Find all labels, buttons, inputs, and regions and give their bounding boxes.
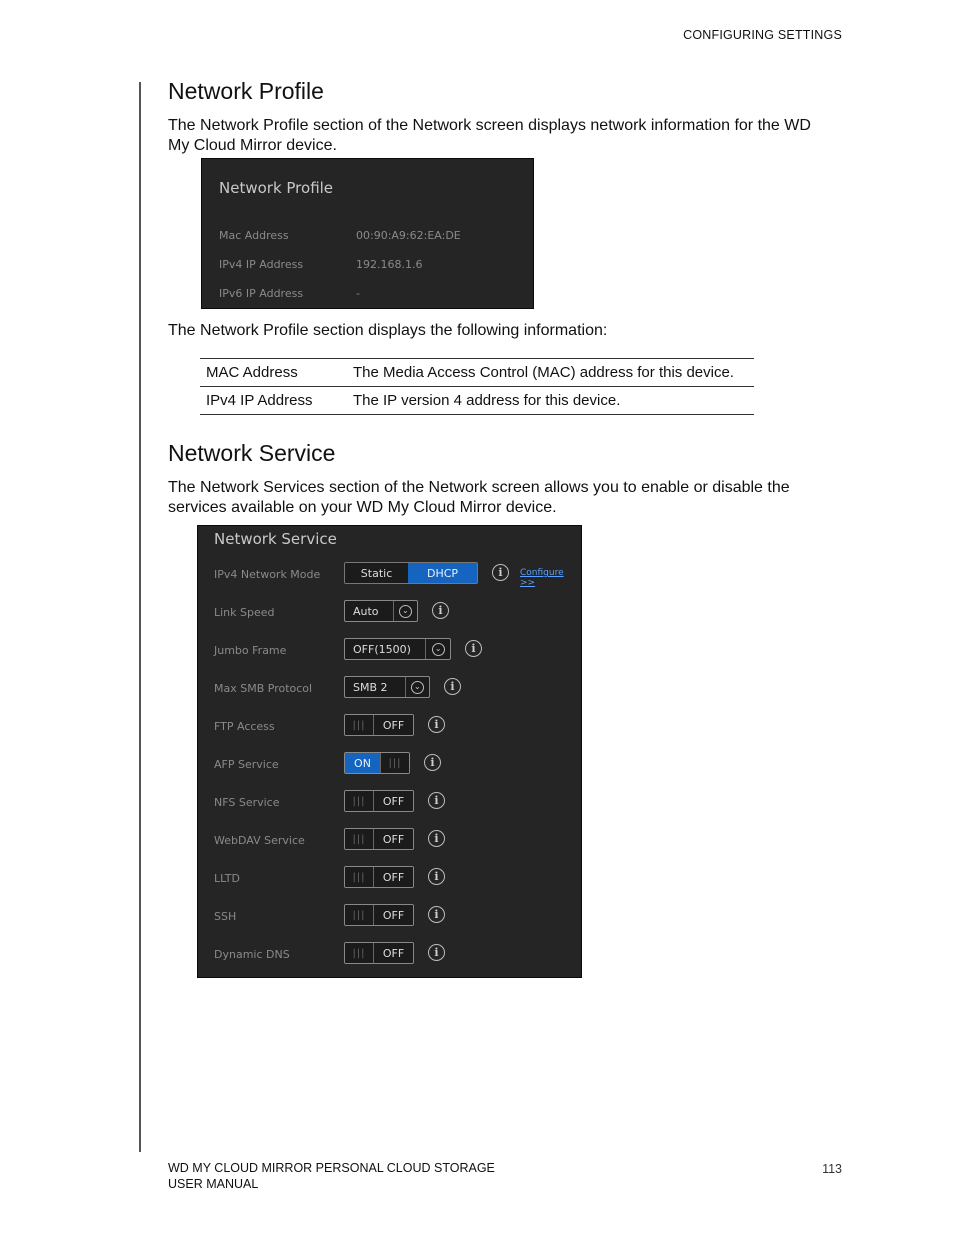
static-option[interactable]: Static [345, 563, 408, 583]
jumbo-frame-dropdown[interactable] [344, 638, 451, 660]
max-smb-dropdown[interactable] [344, 676, 430, 698]
info-icon[interactable]: i [465, 640, 482, 657]
jumbo-frame-row [198, 638, 581, 662]
toggle-state: OFF [373, 905, 413, 925]
ssh-label: SSH [214, 910, 237, 923]
dynamic-dns-row [198, 942, 581, 966]
toggle-grip-icon: ||| [381, 753, 409, 773]
info-icon[interactable]: i [432, 602, 449, 619]
dropdown-button[interactable] [426, 639, 450, 659]
dropdown-button[interactable] [406, 677, 429, 697]
lltd-toggle[interactable] [344, 866, 414, 888]
info-icon[interactable]: i [428, 944, 445, 961]
link-speed-row [198, 600, 581, 624]
network-service-intro: The Network Services section of the Network screen allows you to enable or disable the services available on your WD My Cloud Mirror device. [168, 479, 790, 516]
margin-rule [139, 82, 141, 1152]
nfs-service-label: NFS Service [214, 796, 280, 809]
table-row [200, 359, 754, 387]
dynamic-dns-label: Dynamic DNS [214, 948, 290, 961]
network-service-heading: Network Service [168, 440, 336, 466]
definition-table [200, 358, 754, 415]
dropdown-value: SMB 2 [345, 677, 406, 697]
panel-title: Network Service [214, 530, 337, 548]
info-icon[interactable]: i [424, 754, 441, 771]
network-profile-panel [201, 158, 534, 309]
afp-service-label: AFP Service [214, 758, 279, 771]
info-icon[interactable]: i [428, 906, 445, 923]
panel-title: Network Profile [219, 179, 334, 197]
toggle-grip-icon: ||| [345, 905, 373, 925]
webdav-service-row [198, 828, 581, 852]
dynamic-dns-toggle[interactable] [344, 942, 414, 964]
info-icon[interactable]: i [492, 564, 509, 581]
dropdown-value: OFF(1500) [345, 639, 426, 659]
network-service-panel [197, 525, 582, 978]
running-footer [168, 1160, 495, 1192]
chevron-down-icon: ⌄ [432, 643, 445, 656]
info-icon[interactable]: i [428, 868, 445, 885]
toggle-state: OFF [373, 791, 413, 811]
network-profile-following: The Network Profile section displays the following information: [168, 322, 608, 339]
info-icon[interactable]: i [428, 716, 445, 733]
toggle-state: OFF [373, 715, 413, 735]
jumbo-frame-label: Jumbo Frame [214, 644, 287, 657]
webdav-service-label: WebDAV Service [214, 834, 305, 847]
network-profile-intro: The Network Profile section of the Network screen displays network information for the WD My Cloud Mirror device. [168, 117, 811, 154]
dropdown-button[interactable] [394, 601, 417, 621]
dropdown-value: Auto [345, 601, 394, 621]
link-speed-dropdown[interactable] [344, 600, 418, 622]
page-number: 113 [822, 1162, 842, 1176]
ipv4-address-label: IPv4 IP Address [219, 258, 304, 271]
configure-link[interactable]: Configure >> [520, 568, 564, 588]
toggle-state: ON [345, 753, 381, 773]
toggle-state: OFF [373, 829, 413, 849]
footer-title: WD MY CLOUD MIRROR PERSONAL CLOUD STORAGE [168, 1161, 495, 1175]
chevron-down-icon: ⌄ [411, 681, 424, 694]
term-cell: IPv4 IP Address [200, 387, 353, 415]
running-header: CONFIGURING SETTINGS [683, 28, 842, 42]
info-icon[interactable]: i [444, 678, 461, 695]
info-icon[interactable]: i [428, 830, 445, 847]
toggle-state: OFF [373, 867, 413, 887]
webdav-service-toggle[interactable] [344, 828, 414, 850]
dhcp-option[interactable]: DHCP [408, 563, 477, 583]
mac-address-value: 00:90:A9:62:EA:DE [356, 229, 461, 242]
ipv4-mode-label: IPv4 Network Mode [214, 568, 321, 581]
toggle-grip-icon: ||| [345, 943, 373, 963]
ftp-access-row [198, 714, 581, 738]
link-speed-label: Link Speed [214, 606, 275, 619]
ssh-toggle[interactable] [344, 904, 414, 926]
toggle-state: OFF [373, 943, 413, 963]
ftp-access-label: FTP Access [214, 720, 275, 733]
toggle-grip-icon: ||| [345, 791, 373, 811]
table-row [200, 387, 754, 415]
term-cell: MAC Address [200, 359, 353, 387]
afp-service-toggle[interactable] [344, 752, 410, 774]
toggle-grip-icon: ||| [345, 715, 373, 735]
afp-service-row [198, 752, 581, 776]
toggle-grip-icon: ||| [345, 829, 373, 849]
desc-cell: The IP version 4 address for this device. [353, 387, 754, 415]
desc-cell: The Media Access Control (MAC) address for this device. [353, 359, 754, 387]
chevron-down-icon: ⌄ [399, 605, 412, 618]
lltd-label: LLTD [214, 872, 240, 885]
footer-subtitle: USER MANUAL [168, 1177, 259, 1191]
max-smb-row [198, 676, 581, 700]
ipv4-mode-row [198, 562, 581, 586]
mac-address-label: Mac Address [219, 229, 289, 242]
nfs-service-row [198, 790, 581, 814]
max-smb-label: Max SMB Protocol [214, 682, 313, 695]
toggle-grip-icon: ||| [345, 867, 373, 887]
ssh-row [198, 904, 581, 928]
ipv4-mode-segmented-control [344, 562, 478, 584]
info-icon[interactable]: i [428, 792, 445, 809]
ipv6-address-value: - [356, 287, 360, 300]
lltd-row [198, 866, 581, 890]
ipv4-address-value: 192.168.1.6 [356, 258, 423, 271]
ipv6-address-label: IPv6 IP Address [219, 287, 304, 300]
ftp-access-toggle[interactable] [344, 714, 414, 736]
network-profile-heading: Network Profile [168, 78, 324, 104]
nfs-service-toggle[interactable] [344, 790, 414, 812]
